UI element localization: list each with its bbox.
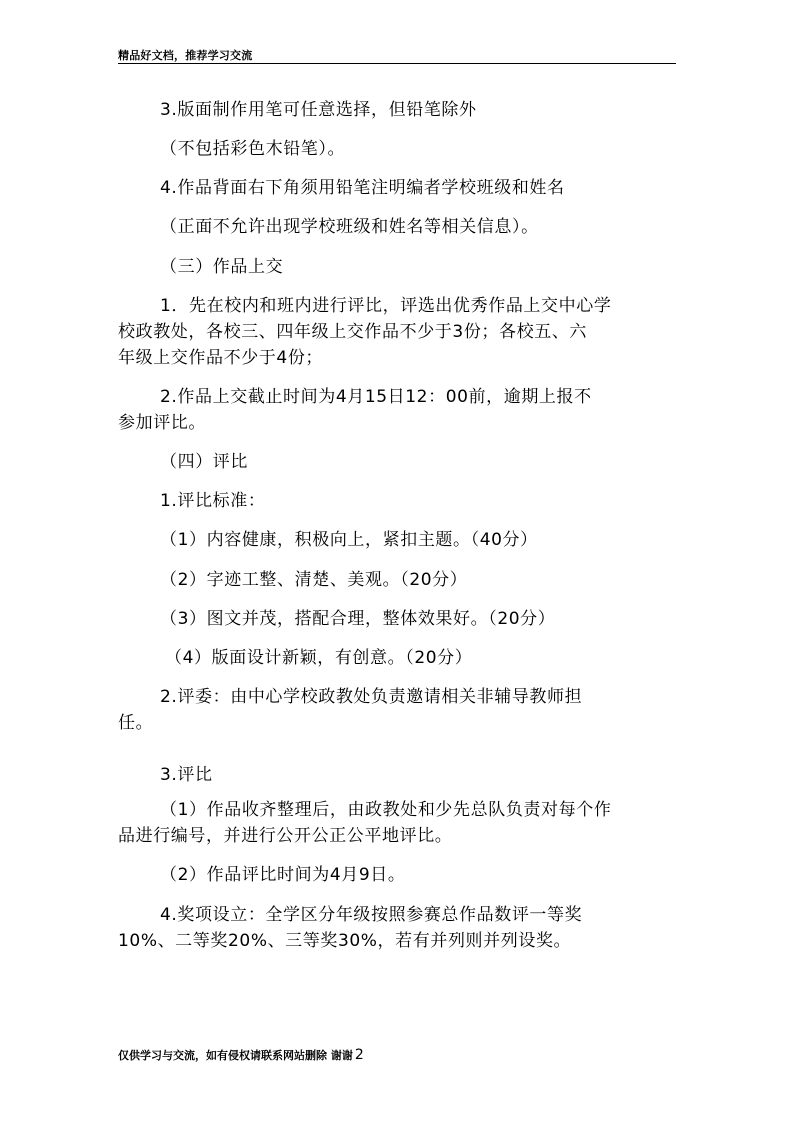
text-line: （1）作品收齐整理后，由政教处和少先总队负责对每个作	[160, 800, 612, 820]
text-line: 品进行编号，并进行公开公正公平地评比。	[118, 826, 453, 846]
text-line: （正面不允许出现学校班级和姓名等相关信息）。	[160, 217, 539, 237]
section-heading: （四）评比	[160, 452, 248, 472]
header-divider	[118, 63, 676, 64]
footer-text: 仅供学习与交流，如有侵权请联系网站删除 谢谢	[118, 1049, 353, 1062]
text-line: （1）内容健康，积极向上，紧扣主题。（40分）	[160, 530, 538, 550]
text-line: 10%、二等奖20%、三等奖30%，若有并列则并列设奖。	[118, 931, 572, 951]
text-line: 4.奖项设立：全学区分年级按照参赛总作品数评一等奖	[160, 905, 583, 925]
text-line: 3.评比	[160, 765, 213, 785]
page-number: 2	[354, 1047, 364, 1063]
text-line: （3）图文并茂，搭配合理，整体效果好。（20分）	[160, 609, 556, 629]
page-header: 精品好文档，推荐学习交流	[118, 49, 253, 62]
section-heading: （三）作品上交	[160, 257, 284, 277]
text-line: 3.版面制作用笔可任意选择，但铅笔除外	[160, 100, 477, 120]
text-line: 2.作品上交截止时间为4月15日12：00前，逾期上报不	[160, 387, 592, 407]
text-line: 1．先在校内和班内进行评比，评选出优秀作品上交中心学	[160, 296, 612, 316]
text-line: 1.评比标准：	[160, 491, 266, 511]
text-line: 任。	[118, 713, 154, 733]
text-line: 2.评委：由中心学校政教处负责邀请相关非辅导教师担	[160, 687, 583, 707]
text-line: （4）版面设计新颖，有创意。（20分）	[165, 648, 473, 668]
text-line: （不包括彩色木铅笔）。	[160, 139, 346, 159]
text-line: （2）作品评比时间为4月9日。	[160, 865, 406, 885]
text-line: 校政教处，各校三、四年级上交作品不少于3份；各校五、六	[118, 322, 588, 342]
text-line: 参加评比。	[118, 413, 206, 433]
text-line: （2）字迹工整、清楚、美观。（20分）	[160, 570, 468, 590]
text-line: 年级上交作品不少于4份；	[118, 348, 324, 368]
text-line: 4.作品背面右下角须用铅笔注明编者学校班级和姓名	[160, 178, 565, 198]
page-footer	[118, 1047, 364, 1063]
